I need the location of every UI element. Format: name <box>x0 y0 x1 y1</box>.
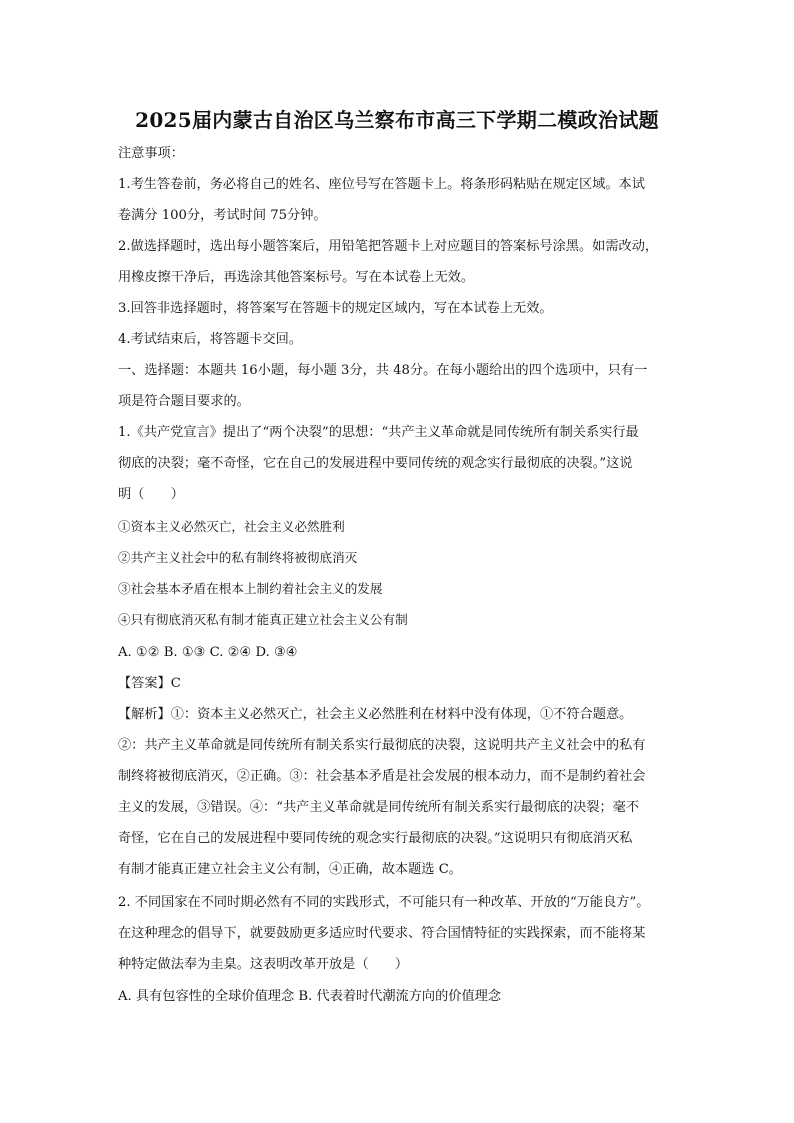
question-1-option-1: ①资本主义必然灭亡，社会主义必然胜利 <box>118 519 345 534</box>
question-1-option-3: ③社会基本矛盾在根本上制约着社会主义的发展 <box>118 581 383 596</box>
question-2-stem-line-3: 种特定做法奉为圭臬。这表明改革开放是（ ） <box>118 957 409 972</box>
question-1-analysis-line-3: 制终将被彻底消灭，②正确。③：社会基本矛盾是社会发展的根本动力，而不是制约着社会 <box>118 769 646 784</box>
question-2-stem-line-1: 2. 不同国家在不同时期必然有不同的实践形式，不可能只有一种改革、开放的“万能良方”。 <box>118 895 650 910</box>
notice-item-3: 3.回答非选择题时，将答案写在答题卡的规定区域内，写在本试卷上无效。 <box>118 301 553 316</box>
section-heading-line-2: 项是符合题目要求的。 <box>118 394 250 409</box>
notice-item-1-line-2: 卷满分 100分，考试时间 75分钟。 <box>118 208 327 223</box>
question-1-choices: A. ①② B. ①③ C. ②④ D. ③④ <box>118 645 298 660</box>
question-1-stem-line-3: 明（ ） <box>118 487 184 502</box>
answer-value: C <box>170 676 181 691</box>
question-1-option-2: ②共产主义社会中的私有制终将被彻底消灭 <box>118 550 358 565</box>
notice-item-4: 4.考试结束后，将答题卡交回。 <box>118 332 303 347</box>
question-1-option-4: ④只有彻底消灭私有制才能真正建立社会主义公有制 <box>118 612 408 627</box>
question-2-stem-line-2: 在这种理念的倡导下，就要鼓励更多适应时代要求、符合国情特征的实践探索，而不能将某 <box>118 926 646 941</box>
question-1-analysis-line-5: 奇怪，它在自己的发展进程中要同传统的观念实行最彻底的决裂。”这说明只有彻底消灭私 <box>118 831 633 846</box>
notice-item-1-line-1: 1.考生答卷前，务必将自己的姓名、座位号写在答题卡上。将条形码粘贴在规定区域。本试 <box>118 177 645 192</box>
question-1-analysis-line-2: ②：共产主义革命就是同传统所有制关系实行最彻底的决裂，这说明共产主义社会中的私有 <box>118 738 646 753</box>
question-1-stem-line-2: 彻底的决裂；毫不奇怪，它在自己的发展进程中要同传统的观念实行最彻底的决裂。”这说 <box>118 456 633 471</box>
notice-item-2-line-2: 用橡皮擦干净后，再选涂其他答案标号。写在本试卷上无效。 <box>118 270 475 285</box>
notice-heading: 注意事项： <box>118 146 184 161</box>
answer-label: 【答案】 <box>118 676 171 691</box>
page-title: 2025届内蒙古自治区乌兰察布市高三下学期二模政治试题 <box>135 108 659 132</box>
question-1-analysis-line-4: 主义的发展，③错误。④：“共产主义革命就是同传统所有制关系实行最彻底的决裂；毫不 <box>118 800 640 815</box>
analysis-text: ①：资本主义必然灭亡，社会主义必然胜利在材料中没有体现，①不符合题意。 <box>170 707 633 722</box>
question-2-choices-ab: A. 具有包容性的全球价值理念 B. 代表着时代潮流方向的价值理念 <box>118 989 502 1004</box>
question-1-answer <box>118 675 688 693</box>
analysis-label: 【解析】 <box>118 707 171 722</box>
question-1-analysis-line-6: 有制才能真正建立社会主义公有制，④正确，故本题选 C。 <box>118 862 462 877</box>
section-heading-line-1: 一、选择题：本题共 16小题，每小题 3分，共 48分。在每小题给出的四个选项中，只有一 <box>118 363 648 378</box>
question-1-analysis-line-1 <box>118 706 688 724</box>
question-1-stem-line-1: 1.《共产党宣言》提出了“两个决裂”的思想：“共产主义革命就是同传统所有制关系实行最 <box>118 425 639 440</box>
notice-item-2-line-1: 2.做选择题时，选出每小题答案后，用铅笔把答题卡上对应题目的答案标号涂黑。如需改动， <box>118 239 659 254</box>
